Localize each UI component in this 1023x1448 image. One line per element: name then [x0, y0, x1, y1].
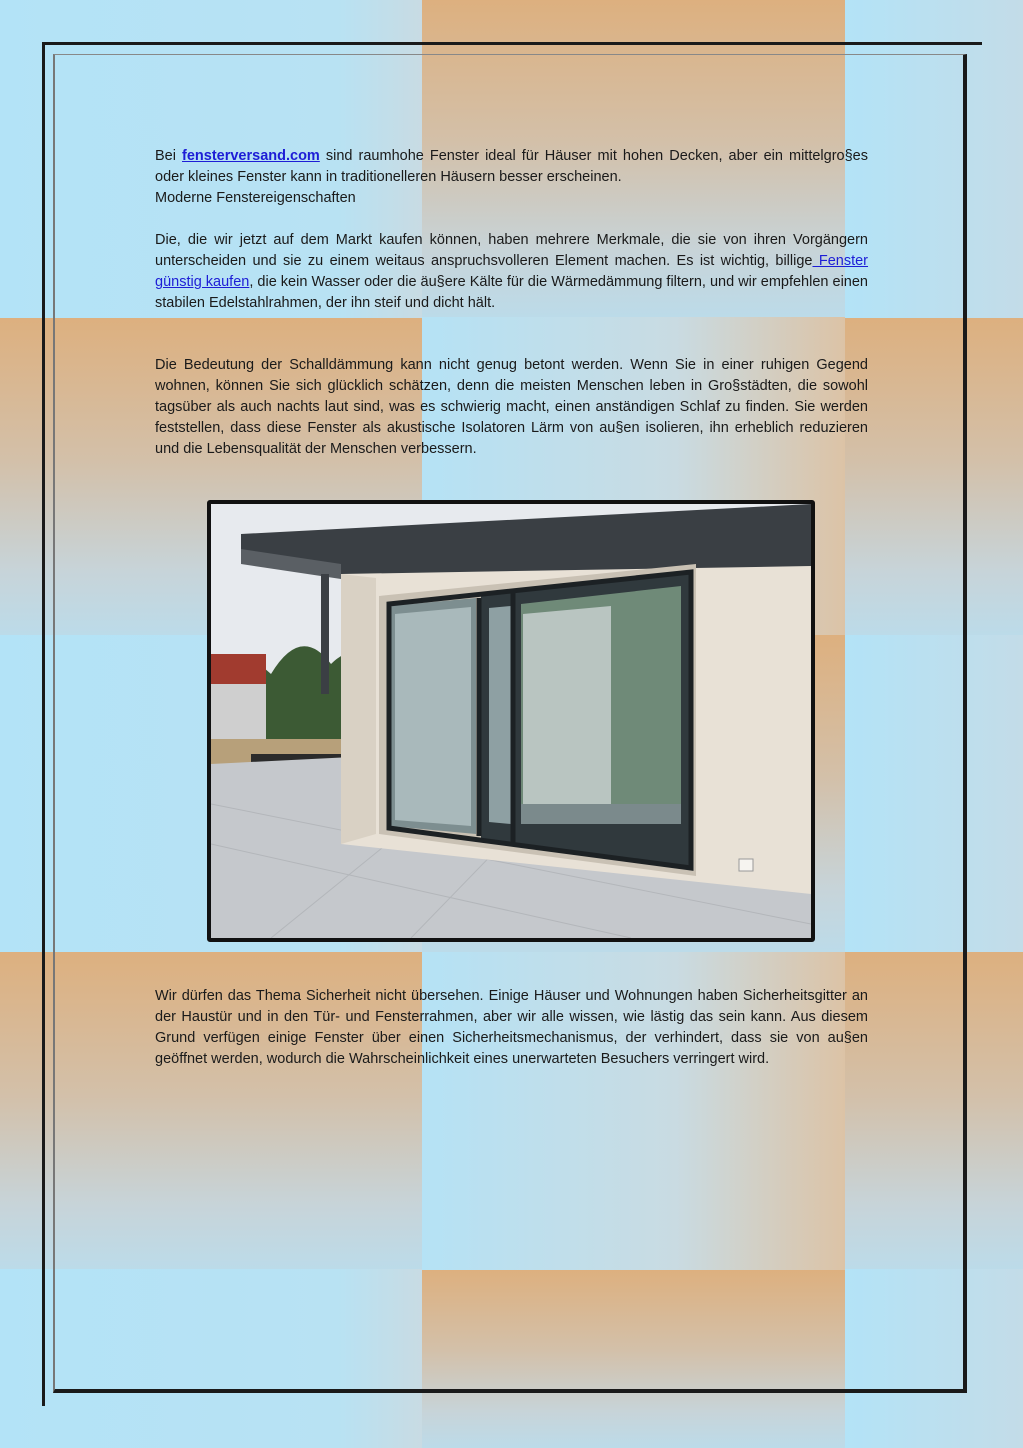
security-text-block	[155, 986, 868, 1070]
intro-text-block	[155, 146, 868, 209]
paragraph-intro-prefix: Bei	[155, 148, 183, 164]
features-text-block	[155, 230, 868, 314]
paragraph-features-prefix: Die, die wir jetzt auf dem Markt kaufen können, haben mehrere Merkmale, die sie von ihren Vorgängern unterscheiden und sie zu einem weitaus anspruchsvolleren Element machen. Es ist wichtig, billige	[155, 232, 868, 269]
fensterversand-link[interactable]: fensterversand.com	[182, 148, 320, 164]
paragraph-security: Wir dürfen das Thema Sicherheit nicht übersehen. Einige Häuser und Wohnungen haben Sicherheitsgitter an der Haustür und in den Tür- und Fensterrahmen, aber wir alle wissen, wie lästig das sein kann. Aus diesem Grund verfügen einige Fenster über einen Sicherheitsmechanismus, der verhindert, dass sie von au§en geöffnet werden, wodurch die Wahrscheinlichkeit eines unerwarteten Besuchers verringert wird.	[155, 988, 868, 1067]
window-photo	[207, 500, 815, 942]
paragraph-features-suffix: , die kein Wasser oder die äu§ere Kälte für die Wärmedämmung filtern, und wir empfehlen einen stabilen Edelstahlrahmen, der ihn steif und dicht hält.	[155, 274, 868, 311]
fenster-guenstig-kaufen-link[interactable]: Fenster günstig kaufen	[155, 253, 869, 290]
sound-insulation-text-block	[155, 355, 868, 460]
section-heading: Moderne Fenstereigenschaften	[155, 190, 356, 206]
paragraph-intro	[155, 146, 868, 188]
paragraph-features	[155, 230, 868, 314]
window-photo-illustration	[211, 504, 811, 938]
paragraph-sound-insulation: Die Bedeutung der Schalldämmung kann nicht genug betont werden. Wenn Sie in einer ruhigen Gegend wohnen, können Sie sich glücklich schätzen, denn die meisten Menschen leben in Gro§städten, die sowohl tagsüber als auch nachts laut sind, was es schwierig macht, einen anständigen Schlaf zu finden. Sie werden feststellen, dass diese Fenster als akustische Isolatoren Lärm von au§en isolieren, ihn erheblich reduzieren und die Lebensqualität der Menschen verbessern.	[155, 357, 868, 457]
paragraph-intro-suffix: sind raumhohe Fenster ideal für Häuser mit hohen Decken, aber ein mittelgro§es oder kleines Fenster kann in traditionelleren Häusern besser erscheinen.	[155, 148, 868, 185]
